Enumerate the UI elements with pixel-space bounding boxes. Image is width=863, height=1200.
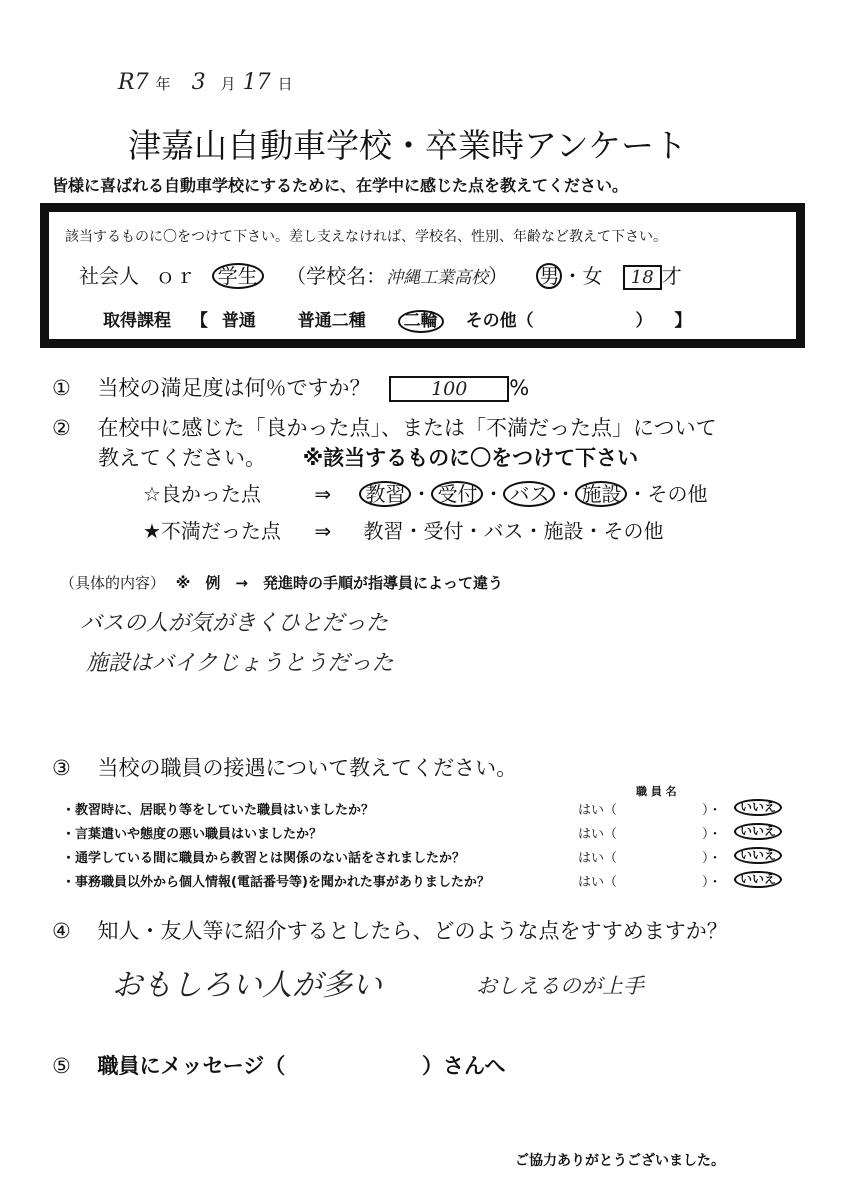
student-option: 学生: [212, 263, 264, 289]
sep: ・: [627, 482, 648, 506]
good-arrow: ⇒: [314, 482, 332, 506]
q3-item-text: ・言葉遣いや態度の悪い職員はいましたか？: [62, 827, 323, 842]
q3-item: [62, 823, 802, 843]
yes-option: はい（: [578, 875, 618, 890]
detail-example: ※ 例 → 発進時の手順が指導員によって違う: [175, 574, 503, 592]
course-regular: 普通: [221, 311, 256, 331]
q3-question: 当校の職員の接遇について教えてください。: [97, 756, 518, 780]
q1-question: 当校の満足度は何％ですか？: [97, 376, 371, 400]
date-month: 3: [191, 70, 206, 95]
detail-label: （具体的内容）: [60, 574, 166, 592]
age-unit: 才: [661, 264, 682, 288]
good-option-other: その他: [647, 482, 708, 506]
school-name: 沖縄工業高校: [386, 268, 489, 288]
q1-answer: 100: [389, 376, 509, 402]
course-label: 取得課程: [103, 311, 171, 331]
no-option: いいえ: [734, 847, 782, 864]
q5-recipient-close: ）さんへ: [421, 1054, 506, 1078]
bracket-close: 】: [674, 311, 692, 331]
q2-answer-line2: 施設はバイクじょうとうだった: [86, 651, 394, 676]
yes-option: はい（: [578, 803, 618, 818]
yes-option: はい（: [578, 827, 618, 842]
q3-item: [62, 871, 802, 891]
date-era: R7: [118, 70, 149, 95]
course-other-close: ）: [635, 311, 653, 331]
good-option-bus: バス: [503, 481, 555, 507]
course-row: [103, 306, 691, 333]
school-label-close: ）: [488, 264, 509, 288]
no-option: いいえ: [734, 799, 782, 816]
q2-question-line1: 在校中に感じた「良かった点」、または「不満だった点」について: [97, 416, 717, 440]
page-title: 津嘉山自動車学校・卒業時アンケート: [128, 126, 688, 165]
sep: ・: [583, 519, 604, 543]
bad-points-row: [143, 515, 663, 544]
q4-question: 知人・友人等に紹介するとしたら、どのような点をすすめますか？: [97, 919, 728, 943]
course-regular-class2: 普通二種: [297, 311, 366, 331]
q5-number: ⑤: [52, 1054, 71, 1078]
day-label: 日: [277, 75, 293, 93]
page-subtitle: 皆様に喜ばれる自動車学校にするために、在学中に感じた点を教えてください。: [52, 176, 629, 195]
q3-item: [62, 799, 802, 819]
staff-close: ）・: [702, 827, 722, 842]
q1-unit: %: [509, 376, 530, 400]
profile-instruction: 該当するものに〇をつけて下さい。差し支えなければ、学校名、性別、年齢など教えて下さい。: [65, 229, 667, 245]
q1-row: [52, 372, 529, 402]
sep: ・: [403, 519, 424, 543]
sep: ・: [411, 482, 432, 506]
bracket-open: 【: [190, 311, 208, 331]
gender-dot: ・: [562, 264, 583, 288]
good-option-lessons: 教習: [359, 481, 411, 507]
q2-number: ②: [52, 416, 71, 440]
good-points-label: ☆良かった点: [143, 482, 261, 506]
q2-answer-line1: バスの人が気がきくひとだった: [80, 611, 389, 636]
sep: ・: [463, 519, 484, 543]
school-label: （学校名：: [286, 264, 387, 288]
q3-item-text: ・事務職員以外から個人情報(電話番号等)を聞かれた事がありましたか？: [62, 875, 490, 890]
q2-note: ※該当するものに〇をつけて下さい: [302, 446, 639, 470]
bad-option-lessons: 教習: [363, 519, 404, 543]
q3-item-text: ・通学している間に職員から教習とは関係のない話をされましたか？: [62, 851, 466, 866]
bad-points-label: ★不満だった点: [143, 519, 281, 543]
or-text: ｏｒ: [155, 264, 196, 288]
q2-line1: [52, 412, 717, 442]
q4-row: [52, 915, 728, 945]
q3-number: ③: [52, 756, 71, 780]
bad-option-reception: 受付: [423, 519, 464, 543]
thanks-note: ご協力ありがとうございました。: [515, 1153, 725, 1169]
staff-name-header: 職 員 名: [636, 785, 677, 798]
q5-row: [52, 1050, 506, 1080]
date-day: 17: [242, 70, 271, 95]
female-option: 女: [582, 264, 603, 288]
yes-option: はい（: [578, 851, 618, 866]
staff-close: ）・: [702, 851, 722, 866]
sep: ・: [555, 482, 576, 506]
staff-close: ）・: [702, 803, 722, 818]
good-option-reception: 受付: [431, 481, 483, 507]
q3-row: [52, 752, 517, 782]
q3-item-text: ・教習時に、居眠り等をしていた職員はいましたか？: [62, 803, 375, 818]
q4-number: ④: [52, 919, 71, 943]
q2-line2: [98, 442, 638, 472]
male-option: 男: [536, 263, 562, 289]
q3-item: [62, 847, 802, 867]
bad-option-other: その他: [603, 519, 664, 543]
q5-message-label: 職員にメッセージ（: [97, 1054, 286, 1078]
staff-close: ）・: [702, 875, 722, 890]
q2-question-line2: 教えてください。: [98, 446, 266, 470]
sep: ・: [483, 482, 504, 506]
q1-number: ①: [52, 376, 71, 400]
no-option: いいえ: [734, 823, 782, 840]
worker-option: 社会人: [79, 264, 139, 288]
course-other: その他（: [465, 311, 534, 331]
course-motorcycle: 二輪: [398, 310, 444, 333]
profile-box: [40, 203, 805, 348]
bad-option-facilities: 施設: [543, 519, 584, 543]
bad-option-bus: バス: [483, 519, 524, 543]
date-line: [118, 70, 293, 95]
sep: ・: [523, 519, 544, 543]
profile-row: [79, 260, 682, 290]
good-points-row: [143, 478, 707, 507]
year-label: 年: [155, 75, 171, 93]
q4-answer-b: おしえるのが上手: [476, 974, 644, 998]
no-option: いいえ: [734, 871, 782, 888]
good-option-facilities: 施設: [575, 481, 627, 507]
q4-answer-a: おもしろい人が多い: [112, 968, 382, 1003]
bad-arrow: ⇒: [314, 519, 332, 543]
age-value: 18: [623, 265, 662, 290]
month-label: 月: [220, 75, 236, 93]
detail-row: [60, 572, 503, 593]
